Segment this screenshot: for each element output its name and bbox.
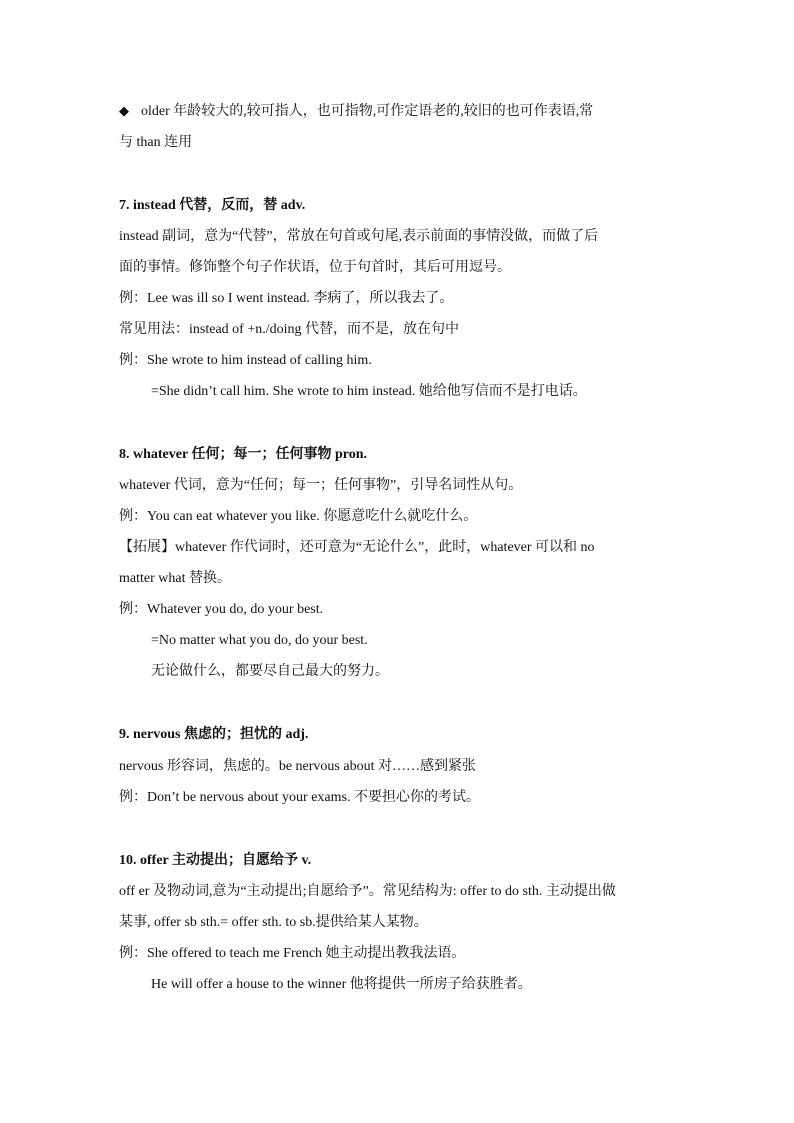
example-line: =She didn’t call him. She wrote to him instead. 她给他写信而不是打电话。 <box>151 384 587 399</box>
intro-line-1 <box>119 101 679 121</box>
section-line: 【拓展】whatever 作代词时，还可意为“无论什么”，此时，whatever 可以和 no <box>119 540 595 555</box>
section-heading-offer: 10. offer 主动提出；自愿给予 v. <box>119 853 312 868</box>
example-line: 例：She wrote to him instead of calling him. <box>119 353 372 368</box>
section-line: instead 副词，意为“代替”，常放在句首或句尾,表示前面的事情没做，而做了后 <box>119 229 599 244</box>
example-line: 例：Whatever you do, do your best. <box>119 602 324 617</box>
section-line: whatever 代词，意为“任何；每一；任何事物”，引导名词性从句。 <box>119 478 523 493</box>
example-line: 无论做什么，都要尽自己最大的努力。 <box>151 664 389 679</box>
example-line: He will offer a house to the winner 他将提供一所房子给获胜者。 <box>151 977 532 992</box>
section-line: off er 及物动词,意为“主动提出;自愿给予”。常见结构为: offer to do sth. 主动提出做 <box>119 884 616 899</box>
section-line: 面的事情。修饰整个句子作状语，位于句首时，其后可用逗号。 <box>119 260 511 275</box>
section-line: 常见用法：instead of +n./doing 代替，而不是，放在句中 <box>119 322 459 337</box>
section-heading-whatever: 8. whatever 任何；每一；任何事物 pron. <box>119 447 367 462</box>
example-line: 例：You can eat whatever you like. 你愿意吃什么就吃什么。 <box>119 509 478 524</box>
section-heading-nervous: 9. nervous 焦虑的；担忧的 adj. <box>119 727 309 742</box>
example-line: 例：Don’t be nervous about your exams. 不要担心你的考试。 <box>119 790 480 805</box>
example-line: 例：She offered to teach me French 她主动提出教我法语。 <box>119 946 466 961</box>
section-heading-instead: 7. instead 代替，反而，替 adv. <box>119 198 306 213</box>
example-line: 例：Lee was ill so I went instead. 李病了，所以我去了。 <box>119 291 454 306</box>
intro-text-1: older 年龄较大的,较可指人，也可指物,可作定语老的,较旧的也可作表语,常 <box>141 104 594 119</box>
section-line: 某事, offer sb sth.= offer sth. to sb.提供给某人某物。 <box>119 915 428 930</box>
intro-line-2: 与 than 连用 <box>119 135 193 150</box>
diamond-bullet-icon: ◆ <box>119 103 129 118</box>
example-line: =No matter what you do, do your best. <box>151 633 368 648</box>
section-line: nervous 形容词，焦虑的。be nervous about 对……感到紧张 <box>119 759 476 774</box>
section-line: matter what 替换。 <box>119 571 231 586</box>
